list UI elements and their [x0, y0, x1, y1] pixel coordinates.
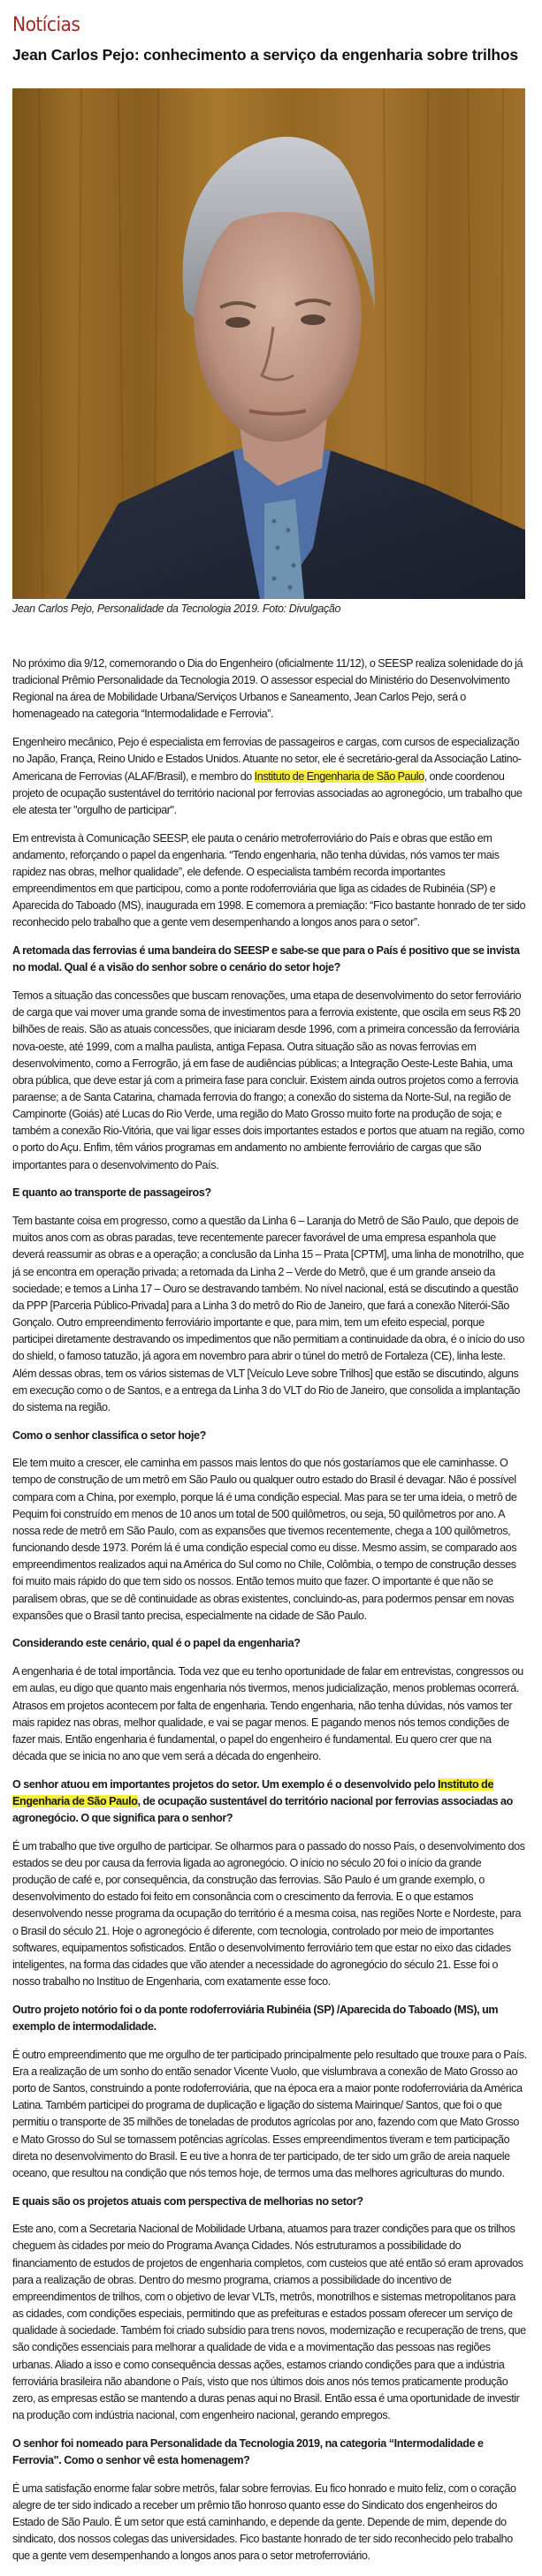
interview-question: E quais são os projetos atuais com perspectiva de melhorias no setor? [12, 2194, 363, 2208]
interview-question: Como o senhor classifica o setor hoje? [12, 1428, 206, 1442]
interview-question: A retomada das ferrovias é uma bandeira do SEESP e sabe-se que para o País é positivo que se invista no modal. Qual é a visão do senhor sobre o cenário do setor hoje? [12, 944, 520, 974]
paragraph-text: O senhor atuou em importantes projetos do setor. Um exemplo é o desenvolvido pelo [12, 1777, 439, 1791]
interview-question: O senhor foi nomeado para Personalidade da Tecnologia 2019, na categoria “Intermodalidade e Ferrovia". Como o senhor vê esta homenagem? [12, 2436, 484, 2466]
article-paragraph: É uma satisfação enorme falar sobre metrôs, falar sobre ferrovias. Eu fico honrado e muito feliz, com o coração alegre de ter sido indicado a receber um prêmio tão honroso quanto esse do Sindicato dos engenheiros do Estado de São Paulo. É um setor que está caminhando, e depende da gente. Depende de mim, depende do sindicato, dos nossos colegas das universidades. Fico bastante honrado de ter sido reconhecido pelo trabalho que a gente vem desempenhando a longos anos para o setor metroferroviário. [12, 2481, 516, 2563]
article-photo [12, 88, 525, 599]
paragraph-text: , onde coordenou projeto de ocupação sustentável do território nacional por ferrovias associadas ao agronegócio, um trabalho que ele atesta ter "orgulho de participar". [12, 769, 523, 816]
interview-question [12, 1777, 527, 1827]
article-paragraph: A engenharia é de total importância. Toda vez que eu tenho oportunidade de falar em entrevistas, congressos ou em aulas, eu digo que quanto mais engenharia nós tivermos, menos judicialização, menos problemas ocorrerá. Atrasos em projetos acontecem por falta de engenharia. Tendo engenharia, não tenha dúvidas, nós vamos ter mais rapidez nas obras, melhor qualidade, e vai se pagar menos. E pagando menos nós temos condições de fazer mais. Então engenharia é fundamental, o papel do engenheiro é fundamental. Eu quero crer que na década que se inicia no ano que vem será a década do engenheiro. [12, 1665, 523, 1762]
article-paragraph: Temos a situação das concessões que buscam renovações, uma etapa de desenvolvimento do setor ferroviário de carga que vai mover uma grande soma de investimentos para a ferrovia existente, que oscila em seus R$ 20 bilhões de reais. São as atuais concessões, que iniciaram desde 1996, com a primeira concessão da ferroviária nova-oeste, até 1999, com a malha paulista, antiga Fepasa. Outra situação são as novas ferrovias em desenvolvimento, como a Ferrogrão, já em fase de audiências públicas; a Integração Oeste-Leste Bahia, uma obra pública, que deve estar já com a primeira fase para concluir. Existem ainda outros projetos como a ferrovia paraense; a de Santa Catarina, chamada ferrovia do frango; a conexão do sistema da Norte-Sul, na região de Campinorte (Goiás) até Lucas do Rio Verde, uma região do Mato Grosso muito forte na produção de soja; e também a conexão Rio-Vitória, que vai ligar esses dois importantes estados e portos que atuam na região, como o porto do Açu. Enfim, têm vários programas em andamento no ambiente ferroviário de cargas que são importantes para o desenvolvimento do País. [12, 989, 524, 1171]
article-body [12, 655, 527, 2576]
highlighted-text: Instituto de Engenharia de São Paulo [12, 1777, 494, 1807]
article-paragraph: É outro empreendimento que me orgulho de ter participado principalmente pelo resultado que trouxe para o País. Era a realização de um sonho do então senador Vicente Vuolo, que vislumbrava a conexão de Mato Grosso ao porto de Santos, construindo a ponte rodoferroviária, que na época era a maior ponte rodoferroviária da América Latina. Também participei do programa de duplicação e ligação do sistema Mairinque/ Santos, que foi o que permitiu o transporte de 35 milhões de toneladas de produtos agrícolas por ano, fazendo com que Mato Grosso e Mato Grosso do Sul se tornassem potências agrícolas. Esses empreendimentos tiveram e tem participação direta no desenvolvimento do Brasil. E eu tive a honra de ter participado, de ter sido um grão de areia naquele oceano, que resultou na condição que nós temos hoje, de termos uma das melhores agriculturas do mundo. [12, 2048, 527, 2179]
photo-caption: Jean Carlos Pejo, Personalidade da Tecnologia 2019. Foto: Divulgação [12, 602, 341, 615]
interview-question: E quanto ao transporte de passageiros? [12, 1186, 211, 1200]
article-paragraph: Tem bastante coisa em progresso, como a questão da Linha 6 – Laranja do Metrô de São Paulo, que depois de muitos anos com as obras paradas, teve recentemente parecer favorável de uma empresa espanhola que deverá reassumir as obras e a operação; a conclusão da Linha 15 – Prata [CPTM], uma linha de monotrilho, que já se encontra em operação privada; a retomada da Linha 2 – Verde do Metrô, que é um grande anseio da sociedade; e temos a Linha 17 – Ouro se destravando também. No nível nacional, está se discutindo a questão da PPP [Parceria Público-Privada] para a Linha 3 do metrô do Rio de Janeiro, que fará a conexão Niterói-São Gonçalo. Outro empreendimento ferroviário importante e que, para mim, tem um efeito especial, porque participei diretamente destravando os impedimentos que não permitiam a continuidade da obra, é o início do uso do shield, o famoso tatuzão, já agora em novembro para abrir o túnel do metrô de Fortaleza (CE), linha leste. Além dessas obras, tem os vários sistemas de VLT [Veículo Leve sobre Trilhos] que estão se discutindo, alguns em execução como o de Santos, e a entrega da Linha 3 do VLT do Rio de Janeiro, que consolida a implantação do sistema na região. [12, 1215, 525, 1413]
article-paragraph: Em entrevista à Comunicação SEESP, ele pauta o cenário metroferroviário do País e obras que estão em andamento, reforçando o papel da engenharia. “Tendo engenharia, não tenha dúvidas, nós vamos ter mais rapidez nas obras, melhor qualidade”, ele defende. O especialista também recorda importantes empreendimentos em que participou, como a ponte rodoferroviária que liga as cidades de Rubinéia (SP) e Aparecida do Taboado (MS), inaugurada em 1998. E comemora a premiação: “Fico bastante honrado de ter sido reconhecido pelo trabalho que a gente vem desempenhando a longos anos para o setor”. [12, 831, 526, 929]
section-title: Notícias [12, 14, 80, 36]
paragraph-text: Engenheiro mecânico, Pejo é especialista em ferrovias de passageiros e cargas, com cursos de especialização no Japão, França, Reino Unido e Estados Unidos. Atuante no setor, ele é secretário-geral da Associação Latino-Americana de Ferrovias (ALAF/Brasil), e membro do [12, 736, 522, 783]
paragraph-text: , de ocupação sustentável do território nacional por ferrovias associadas ao agronegócio. O que significa para o senhor? [12, 1794, 513, 1825]
portrait-image [12, 88, 525, 599]
article-paragraph: Ele tem muito a crescer, ele caminha em passos mais lentos do que nós gostaríamos que ele caminhasse. O tempo de construção de um metrô em São Paulo ou qualquer outro estado do Brasil é devagar. Não é possível compara com a China, por exemplo, porque lá é uma condição especial. Mas para se ter uma ideia, o metrô de Pequim foi construído em menos de 10 anos um total de 500 quilômetros, ou seja, 50 quilômetros por ano. A nossa rede de metrô em São Paulo, com as expansões que tivemos recentemente, chega a 100 quilômetros, funcionando desde 1973. Porém lá é uma condição especial como eu disse. Mesmo assim, se comparado aos empreendimentos realizados aqui na América do Sul como no Chile, Colômbia, o tempo de construção desses foi muito mais rápido do que tem sido os nossos. Então temos muito que fazer. O importante é que não se paralisem obras, que se dê continuidade as obras existentes, concluindo-as, para podermos pensar em novas expansões que o Brasil tanto precisa, especialmente na cidade de São Paulo. [12, 1457, 517, 1622]
article-paragraph: É um trabalho que tive orgulho de participar. Se olharmos para o passado do nosso País, o desenvolvimento dos estados se deu por causa da ferrovia ligada ao agronegócio. O início no século 20 foi o início da grande produção de café e, por consequência, da construção das ferrovias. São Paulo é um grande exemplo, o desenvolvimento do estado foi feito em consonância com o crescimento da ferrovia. E o que estamos desenvolvendo nesse programa da ocupação do território é a mesma coisa, nas regiões Norte e Nordeste, para o Brasil do século 21. Hoje o agronegócio é diferente, com tecnologia, controlado por meio de importantes softwares, equipamentos sofisticados. Então o desenvolvimento ferroviário tem que estar no eixo das cidades inteligentes, na forma das cidades que vão atender a necessidade do agronegócio do século 21. Esse foi o nosso trabalho no Instituo de Engenharia, com exatamente esse foco. [12, 1839, 525, 1989]
article-paragraph [12, 734, 527, 819]
interview-question: Outro projeto notório foi o da ponte rodoferroviária Rubinéia (SP) /Aparecida do Taboado (MS), um exemplo de intermodalidade. [12, 2003, 499, 2033]
article-paragraph: Este ano, com a Secretaria Nacional de Mobilidade Urbana, atuamos para trazer condições para que os trilhos cheguem às cidades por meio do Programa Avança Cidades. Nós estruturamos a possibilidade do financiamento de estudos de projetos de engenharia completos, com custeios que até então só eram aprovados para a realização de obras. Dentro do mesmo programa, criamos a possibilidade do incentivo de empreendimentos de trilhos, com o objetivo de levar VLTs, metrôs, monotrilhos e sistemas metropolitanos para as cidades, com condições especiais, permitindo que as prefeituras e estados possam oferecer um serviço de qualidade à sociedade. Também foi criado subsídio para trens novos, modernização e recuperação de trens, que são condições essenciais para melhorar a qualidade de vida e a movimentação das pessoas nas regiões urbanas. Aliado a isso e como consequência dessas ações, estamos criando condições para que a indústria ferroviária brasileira não abandone o País, visto que nos últimos dois anos nós temos praticamente produção zero, as empresas estão se mantendo a duras penas aqui no Brasil. Então essa é uma oportunidade de investir na produção com indústria nacional, com engenheiro nacional, gerando empregos. [12, 2223, 526, 2422]
article-headline: Jean Carlos Pejo: conhecimento a serviço da engenharia sobre trilhos [12, 46, 518, 64]
highlighted-text: Instituto de Engenharia de São Paulo [254, 769, 424, 783]
interview-question: Considerando este cenário, qual é o papel da engenharia? [12, 1637, 301, 1650]
article-paragraph: No próximo dia 9/12, comemorando o Dia do Engenheiro (oficialmente 11/12), o SEESP realiza solenidade do já tradicional Prêmio Personalidade da Tecnologia 2019. O assessor especial do Ministério do Desenvolvimento Regional na área de Mobilidade Urbana/Serviços Urbanos e Saneamento, Jean Carlos Pejo, será o homenageado na categoria “Intermodalidade e Ferrovia”. [12, 657, 523, 721]
